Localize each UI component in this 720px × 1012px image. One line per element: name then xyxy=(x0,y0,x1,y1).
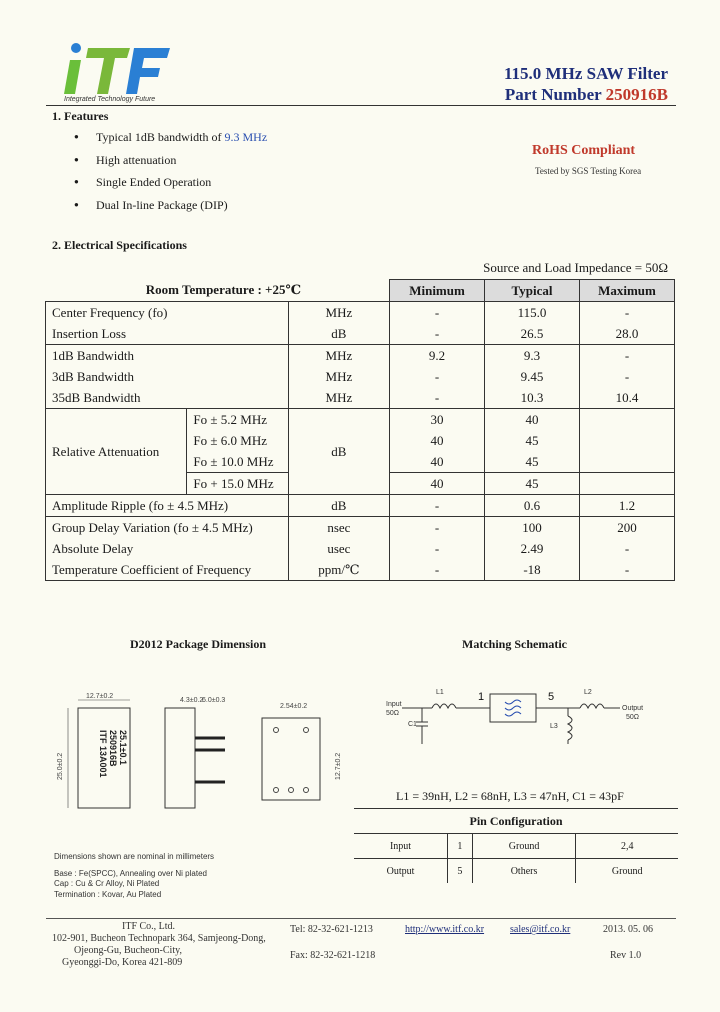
package-notes: Dimensions shown are nominal in millimeters Base : Fe(SPCC), Annealing over Ni plated Cap : Cu & Cr Alloy, Ni Plated Termination : Kovar, Au Plated xyxy=(54,852,215,899)
output-ohm: 50Ω xyxy=(626,714,640,721)
website-link[interactable]: http://www.itf.co.kr xyxy=(405,924,485,935)
marking-1: ITF 13A001 xyxy=(98,730,108,778)
c1-label: C1 xyxy=(408,721,417,728)
table-row: Input 1 Ground 2,4 xyxy=(354,834,678,859)
table-row: Output 5 Others Ground xyxy=(354,859,678,884)
table-row: Amplitude Ripple (fo ± 4.5 MHz) dB - 0.6 1.2 xyxy=(46,495,675,517)
part-number: 250916B xyxy=(605,85,668,104)
part-number-line xyxy=(505,85,668,105)
component-values: L1 = 39nH, L2 = 68nH, L3 = 47nH, C1 = 43pF xyxy=(396,789,624,803)
dim-length: 25.0±0.2 xyxy=(57,752,64,780)
output-label: Output xyxy=(622,705,644,712)
table-row: Insertion Loss dB - 26.5 28.0 xyxy=(46,323,675,345)
electrical-title: 2. Electrical Specifications xyxy=(52,238,187,252)
col-minimum: Minimum xyxy=(390,280,485,302)
pin-out-label: 5 xyxy=(548,691,555,703)
list-item: ● Dual In-line Package (DIP) xyxy=(74,198,267,221)
l1-label: L1 xyxy=(436,689,444,696)
pin-config-table xyxy=(354,808,678,883)
table-row: Group Delay Variation (fo ± 4.5 MHz) nsec - 100 200 xyxy=(46,517,675,539)
header-divider xyxy=(46,105,676,106)
table-row: Temperature Coefficient of Frequency ppm/℃ - -18 - xyxy=(46,559,675,581)
table-row: Fo ± 6.0 MHz 40 45 xyxy=(46,430,675,451)
phone: Tel: 82-32-621-1213 xyxy=(290,924,373,935)
part-number-label: Part Number xyxy=(504,85,602,104)
company-address: 102-901, Bucheon Technopark 364, Samjeong-Dong, Ojeong-Gu, Bucheon-City, Gyeonggi-Do, Korea 421-809 xyxy=(52,933,266,968)
company-name: ITF Co., Ltd. xyxy=(122,921,176,932)
document-title: 115.0 MHz SAW Filter xyxy=(504,64,668,83)
table-row: 1dB Bandwidth MHz 9.2 9.3 - xyxy=(46,345,675,367)
table-row: Relative Attenuation Fo ± 5.2 MHz dB 30 40 xyxy=(46,409,675,431)
table-row: Center Frequency (fo) MHz - 115.0 - xyxy=(46,302,675,324)
input-label: Input xyxy=(386,701,402,708)
room-temperature: Room Temperature : +25℃ xyxy=(46,280,390,302)
footer-divider xyxy=(46,918,676,919)
itf-logo xyxy=(62,40,172,98)
dim-height: 4.3±0.2 xyxy=(180,697,204,704)
col-typical: Typical xyxy=(485,280,580,302)
dim-pitch: 2.54±0.2 xyxy=(280,703,308,710)
marking-3: 25.1±0.1 xyxy=(118,730,128,765)
dim-lead: 6.0±0.3 xyxy=(202,697,226,704)
matching-schematic xyxy=(380,680,680,770)
revision: Rev 1.0 xyxy=(610,950,642,961)
rohs-compliant: RoHS Compliant xyxy=(532,143,636,158)
table-row: 3dB Bandwidth MHz - 9.45 - xyxy=(46,366,675,387)
dim-width: 12.7±0.2 xyxy=(86,693,114,700)
table-row: 35dB Bandwidth MHz - 10.3 10.4 xyxy=(46,387,675,409)
spec-table xyxy=(45,279,675,581)
list-item: ● Single Ended Operation xyxy=(74,175,267,198)
email-link[interactable]: sales@itf.co.kr xyxy=(510,924,571,935)
l3-label: L3 xyxy=(550,723,558,730)
table-header-row xyxy=(46,280,675,302)
table-row: Fo ± 10.0 MHz 40 45 xyxy=(46,451,675,473)
list-item: ● Typical 1dB bandwidth of 9.3 MHz xyxy=(74,130,267,153)
list-item: ● High attenuation xyxy=(74,153,267,176)
rohs-tested-by: Tested by SGS Testing Korea xyxy=(535,166,642,176)
table-row: Absolute Delay usec - 2.49 - xyxy=(46,538,675,559)
features-list xyxy=(74,130,267,220)
pin-in-label: 1 xyxy=(478,691,485,703)
relative-attenuation-label: Relative Attenuation xyxy=(46,409,187,495)
impedance-note: Source and Load Impedance = 50Ω xyxy=(483,260,668,275)
matching-title: Matching Schematic xyxy=(462,637,567,651)
l2-label: L2 xyxy=(584,689,592,696)
features-title: 1. Features xyxy=(52,109,109,123)
issue-date: 2013. 05. 06 xyxy=(603,924,653,935)
marking-2: 250916B xyxy=(108,730,118,767)
fax: Fax: 82-32-621-1218 xyxy=(290,950,376,961)
input-ohm: 50Ω xyxy=(386,710,400,717)
package-drawing xyxy=(40,690,350,820)
dim-pin-span: 12.7±0.2 xyxy=(335,752,342,780)
table-row: Fo + 15.0 MHz 40 45 xyxy=(46,473,675,495)
pin-config-title: Pin Configuration xyxy=(354,809,678,834)
package-title: D2012 Package Dimension xyxy=(130,637,266,651)
col-maximum: Maximum xyxy=(579,280,674,302)
logo-subtitle: Integrated Technology Future xyxy=(64,96,156,103)
